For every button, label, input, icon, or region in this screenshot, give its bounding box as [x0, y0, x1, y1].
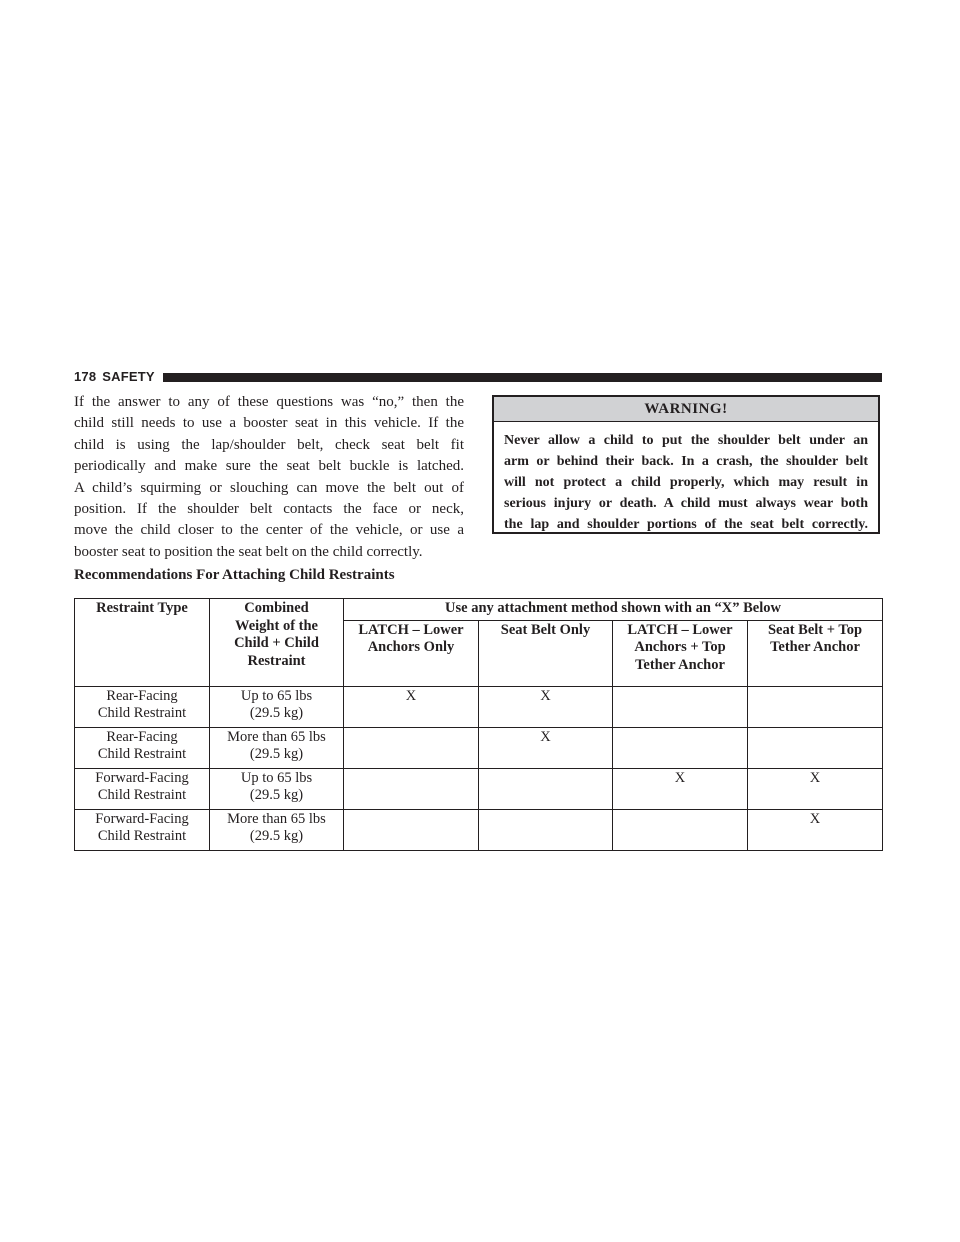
header-attachment-group: Use any attachment method shown with an “X” Below	[344, 599, 883, 621]
cell-line: Forward-Facing	[95, 769, 189, 786]
cell-mark	[613, 809, 748, 850]
cell-mark	[613, 686, 748, 727]
cell-weight	[210, 809, 344, 850]
warning-line: the lap and shoulder portions of the seat belt correctly.	[504, 517, 868, 532]
cell-line: Child Restraint	[97, 746, 187, 762]
cell-line: More than 65 lbs	[227, 810, 326, 827]
page-header	[74, 369, 882, 385]
header-weight-line: Child + Child	[234, 635, 319, 651]
cell-line: (29.5 kg)	[249, 828, 304, 844]
warning-title: WARNING!	[494, 397, 878, 422]
cell-weight	[210, 727, 344, 768]
cell-mark: X	[344, 686, 479, 727]
cell-weight	[210, 768, 344, 809]
cell-line: Rear-Facing	[106, 728, 178, 745]
header-seat-belt-only	[479, 620, 613, 686]
header-restraint-type: Restraint Type	[75, 599, 210, 687]
header-weight-line: Restraint	[247, 652, 306, 669]
cell-mark: X	[748, 809, 883, 850]
cell-line: (29.5 kg)	[249, 705, 304, 721]
body-paragraph	[74, 392, 464, 563]
cell-mark	[479, 768, 613, 809]
cell-mark	[748, 686, 883, 727]
cell-restraint-type	[75, 686, 210, 727]
attachment-table	[74, 598, 883, 851]
cell-mark	[748, 727, 883, 768]
section-title: Recommendations For Attaching Child Restraints	[74, 567, 395, 583]
section-name: SAFETY	[102, 369, 155, 384]
header-method-line: LATCH – Lower	[358, 621, 464, 638]
header-weight-line: Combined	[244, 600, 309, 616]
cell-line: Rear-Facing	[106, 687, 178, 704]
cell-mark: X	[613, 768, 748, 809]
cell-mark	[344, 809, 479, 850]
warning-line: arm or behind their back. In a crash, the shoulder belt	[504, 454, 868, 469]
header-method-line: Tether Anchor	[770, 639, 860, 655]
cell-mark	[479, 809, 613, 850]
paragraph-line: position. If the shoulder belt contacts the face or neck,	[74, 501, 464, 518]
cell-mark	[344, 768, 479, 809]
cell-mark	[344, 727, 479, 768]
warning-line: will not protect a child properly, which may result in	[504, 475, 868, 490]
cell-weight	[210, 686, 344, 727]
cell-line: (29.5 kg)	[249, 787, 304, 803]
warning-box	[492, 395, 880, 534]
paragraph-line: A child’s squirming or slouching can move the belt out of	[74, 479, 464, 496]
header-weight-line: Weight of the	[235, 617, 318, 634]
cell-mark: X	[479, 727, 613, 768]
paragraph-line: periodically and make sure the seat belt buckle is latched.	[74, 458, 464, 475]
page-number: 178	[74, 369, 97, 384]
header-latch-lower-anchors	[344, 620, 479, 686]
header-combined-weight	[210, 599, 344, 687]
header-method-line: Anchors Only	[367, 639, 455, 655]
table-row	[75, 727, 883, 768]
paragraph-line: child still needs to use a booster seat in this vehicle. If the	[74, 415, 464, 432]
cell-line: Forward-Facing	[95, 810, 189, 827]
cell-line: Up to 65 lbs	[240, 687, 313, 704]
paragraph-line: child is using the lap/shoulder belt, check seat belt fit	[74, 436, 464, 453]
cell-line: Up to 65 lbs	[240, 769, 313, 786]
cell-line: Child Restraint	[97, 705, 187, 721]
cell-restraint-type	[75, 809, 210, 850]
cell-line: More than 65 lbs	[227, 728, 326, 745]
cell-line: Child Restraint	[97, 828, 187, 844]
paragraph-line: If the answer to any of these questions was “no,” then the	[74, 394, 464, 410]
warning-text	[504, 430, 868, 535]
cell-line: (29.5 kg)	[249, 746, 304, 762]
table-row	[75, 768, 883, 809]
warning-line: Never allow a child to put the shoulder belt under an	[504, 433, 868, 448]
header-latch-top-tether	[613, 620, 748, 686]
paragraph-line: booster seat to position the seat belt on the child correctly.	[74, 543, 423, 560]
paragraph-line: move the child closer to the center of the vehicle, or use a	[74, 522, 464, 539]
warning-line: serious injury or death. A child must always wear both	[504, 496, 868, 511]
cell-mark: X	[479, 686, 613, 727]
header-method-line: Seat Belt + Top	[767, 621, 863, 638]
cell-restraint-type	[75, 727, 210, 768]
cell-mark	[613, 727, 748, 768]
header-seat-belt-top-tether	[748, 620, 883, 686]
table-row	[75, 809, 883, 850]
header-method-line: Seat Belt Only	[500, 621, 591, 638]
cell-restraint-type	[75, 768, 210, 809]
header-method-line: Tether Anchor	[635, 656, 725, 673]
table-row	[75, 686, 883, 727]
cell-line: Child Restraint	[97, 787, 187, 803]
header-method-line: Anchors + Top	[634, 639, 726, 655]
cell-mark: X	[748, 768, 883, 809]
header-method-line: LATCH – Lower	[627, 621, 733, 638]
header-rule	[163, 373, 882, 382]
